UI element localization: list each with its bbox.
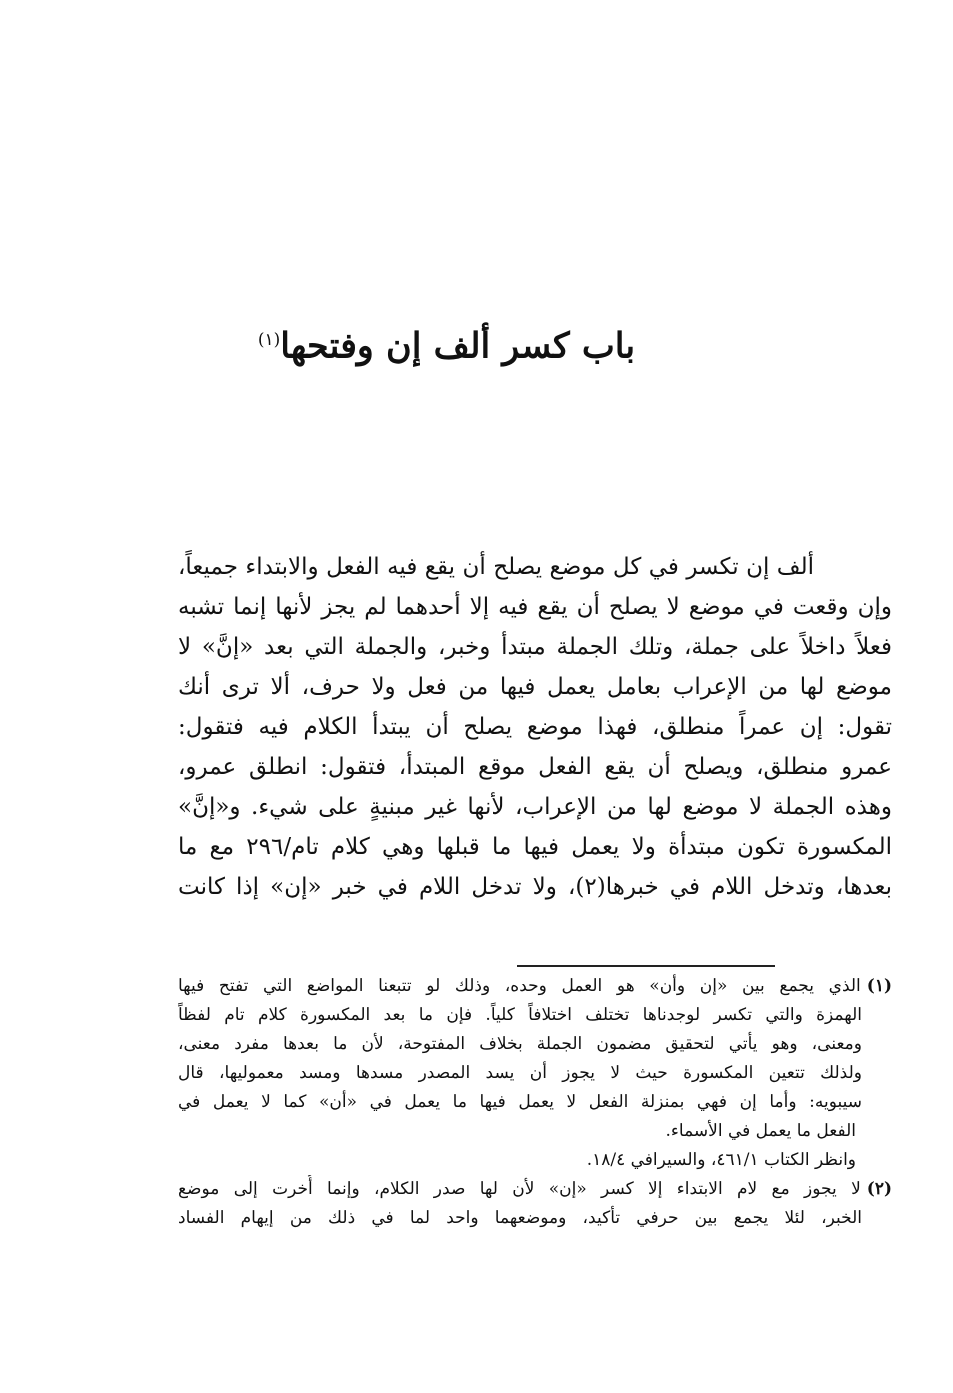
body-line: تقول: إن عمراً منطلق، فهذا موضع يصلح أن يبتدأ الكلام فيه فتقول: [178, 714, 892, 740]
footnote-line [178, 972, 892, 1001]
footnote-reference-line: وانظر الكتاب ٤٦١/١، والسيرافي ١٨/٤. [586, 1150, 856, 1170]
footnote-text: الذي يجمع بين «إن وأن» هو العمل وحده، وذلك لو تتبعنا المواضع التي تفتح فيها [178, 976, 861, 996]
body-line: ألف إن تكسر في كل موضع يصلح أن يقع فيه الفعل والابتداء جميعاً، [178, 554, 814, 580]
chapter-title-text: باب كسر ألف إن وفتحها [280, 325, 636, 367]
footnote-separator [517, 965, 775, 967]
footnotes [178, 972, 892, 1233]
body-line: موضع لها من الإعراب بعامل يعمل فيها من فعل ولا حرف، ألا ترى أنك [178, 674, 892, 700]
body-line: وإن وقعت في موضع لا يصلح أن يقع فيه إلا أحدهما لم يجز لأنها إنما تشبه [178, 594, 892, 620]
footnote-line: الهمزة والتي تكسر لوجدناها تختلف اختلافاً كلياً. فإن ما بعد المكسورة كلام تام لفظاً [178, 1005, 862, 1025]
body-line: فعلاً داخلاً على جملة، وتلك الجملة مبتدأ وخبر، والجملة التي بعد «إنَّ» لا [178, 634, 892, 660]
body-line: عمرو منطلق، ويصلح أن يقع الفعل موقع المبتدأ، فتقول: انطلق عمرو، [178, 754, 892, 780]
footnote-text: لا يجوز مع لام الابتداء إلا كسر «إن» لأن لها صدر الكلام، وإنما أُخرت إلى موضع [178, 1179, 861, 1199]
footnote-line: ومعنى، وهو يأتي لتحقيق مضمون الجملة بخلاف المفتوحة، لأن ما بعدها مفرد معنى، [178, 1034, 862, 1054]
footnote-line: سيبويه: وأما إن فهي بمنزلة الفعل لا يعمل فيها ما يعمل في «أن» كما لا يعمل في [178, 1092, 862, 1112]
body-line: المكسورة تكون مبتدأة ولا يعمل فيها ما قبلها وهي كلام تام/٢٩٦ مع ما [178, 834, 892, 860]
chapter-title [200, 312, 693, 375]
footnote-number: (١) [866, 976, 892, 996]
footnote-number: (٢) [866, 1179, 892, 1199]
footnote-line [178, 1175, 892, 1204]
main-text [178, 547, 892, 907]
footnote-line: الفعل ما يعمل في الأسماء. [665, 1121, 856, 1141]
body-line: وهذه الجملة لا موضع لها من الإعراب، لأنها غير مبنيةٍ على شيء. و«إنَّ» [178, 794, 892, 820]
title-footnote-marker: (١) [257, 330, 281, 350]
body-line: بعدها، وتدخل اللام في خبرها(٢)، ولا تدخل اللام في خبر «إن» إذا كانت [178, 874, 892, 900]
footnote-line: الخبر، لئلا يجمع بين حرفي تأكيد، وموضعهما واحد لما في ذلك من إيهام الفساد [178, 1208, 862, 1228]
footnote-line: ولذلك تتعين المكسورة حيث لا يجوز أن يسد المصدر مسدها ومسد معموليها، قال [178, 1063, 862, 1083]
